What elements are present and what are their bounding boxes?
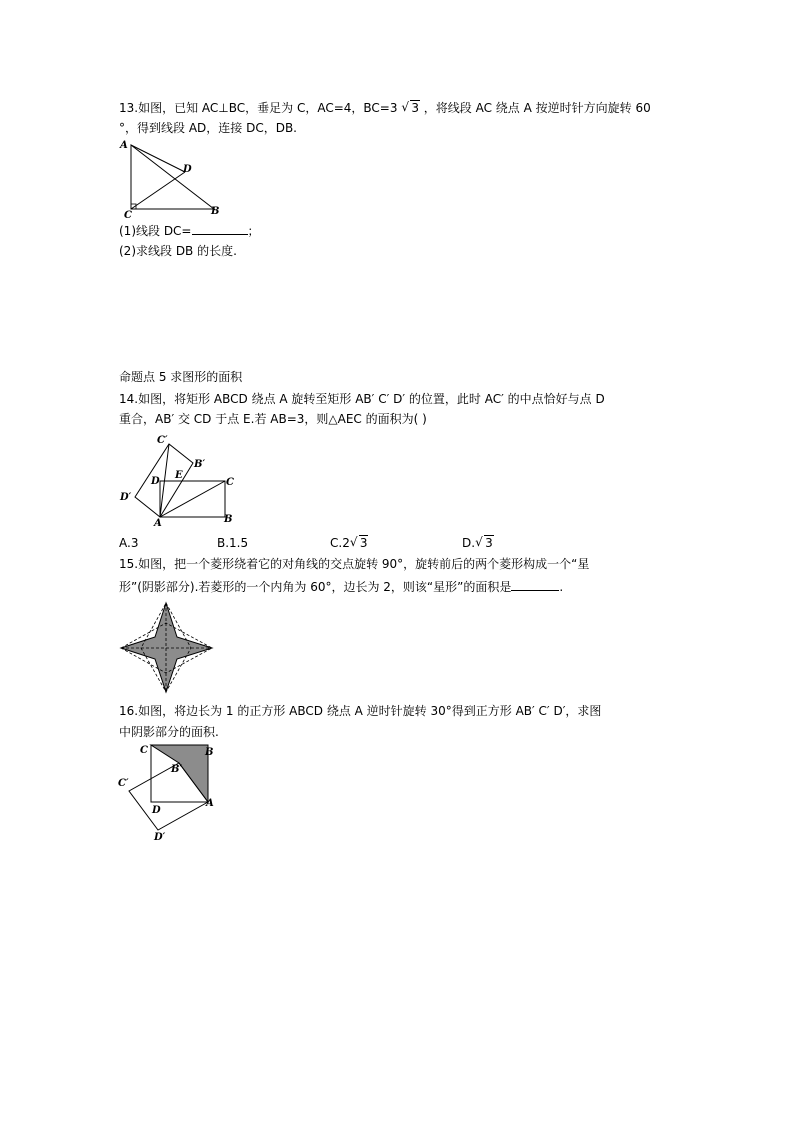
q16-line-2: 中阴影部分的面积. xyxy=(119,725,219,739)
choice-c: C.2√ 3 xyxy=(330,536,368,550)
answer-blank xyxy=(511,578,559,591)
label-D: D xyxy=(152,805,161,816)
label-B: B xyxy=(205,747,214,758)
label-A: A xyxy=(206,798,214,809)
q15-star-figure xyxy=(119,602,215,694)
choice-d: D.√ 3 xyxy=(462,536,494,550)
q16-figure xyxy=(117,741,227,845)
section-heading: 命题点 5 求图形的面积 xyxy=(119,370,243,384)
q15-line-1: 15.如图，把一个菱形绕着它的对角线的交点旋转 90°，旋转前后的两个菱形构成一个“星 xyxy=(119,557,590,571)
label-C1: C′ xyxy=(118,778,129,789)
sqrt-symbol: √ 3 xyxy=(401,100,420,116)
q13-segment-dc xyxy=(131,172,185,209)
label-A: A xyxy=(120,140,128,151)
label-B1: B′ xyxy=(171,764,183,775)
label-D: D xyxy=(183,164,192,175)
label-D1: D′ xyxy=(154,832,166,843)
q14-line-2: 重合，AB′ 交 CD 于点 E.若 AB=3，则△AEC 的面积为( ) xyxy=(119,412,427,426)
sqrt-symbol: √ 3 xyxy=(350,536,369,550)
label-A: A xyxy=(154,518,162,529)
q13-figure xyxy=(119,139,229,221)
label-D: D xyxy=(151,476,160,487)
q16-line-1: 16.如图，将边长为 1 的正方形 ABCD 绕点 A 逆时针旋转 30°得到正方形 AB′ C′ D′，求图 xyxy=(119,704,602,718)
q13-text-b: ，将线段 AC 绕点 A 按逆时针方向旋转 60 xyxy=(423,101,651,115)
q13-part1-text: (1)线段 DC= xyxy=(119,224,192,238)
choice-b: B.1.5 xyxy=(217,536,249,550)
label-C: C xyxy=(226,477,234,488)
q13-part-2: (2)求线段 DB 的长度. xyxy=(119,244,237,258)
q13-line-2: °，得到线段 AD，连接 DC，DB. xyxy=(119,121,297,135)
label-C1: C′ xyxy=(157,435,168,446)
label-C: C xyxy=(124,210,132,221)
label-B: B xyxy=(211,206,220,217)
answer-blank xyxy=(192,222,248,235)
star-shape xyxy=(121,603,212,692)
q13-part1-end: ； xyxy=(247,224,260,238)
label-C: C xyxy=(140,745,148,756)
label-D1: D′ xyxy=(120,492,132,503)
diagonal-ac xyxy=(160,481,225,517)
q15-line2-end: . xyxy=(559,580,564,594)
q13-triangle xyxy=(131,145,214,209)
q15-line-2 xyxy=(119,578,563,595)
q13-line-1 xyxy=(119,100,651,116)
choice-a: A.3 xyxy=(119,536,139,550)
label-B: B xyxy=(224,514,233,525)
label-B1: B′ xyxy=(194,459,206,470)
q14-figure xyxy=(117,433,242,528)
q13-text-a: 13.如图，已知 AC⊥BC，垂足为 C，AC=4，BC=3 xyxy=(119,101,398,115)
q15-line2-text: 形”(阴影部分).若菱形的一个内角为 60°，边长为 2，则该“星形”的面积是 xyxy=(119,580,512,594)
label-E: E xyxy=(175,470,183,481)
q13-part-1 xyxy=(119,222,260,239)
sqrt-symbol: √ 3 xyxy=(475,536,494,550)
q13-segment-ad xyxy=(131,145,185,172)
q14-line-1: 14.如图，将矩形 ABCD 绕点 A 旋转至矩形 AB′ C′ D′ 的位置，此时 AC′ 的中点恰好与点 D xyxy=(119,392,605,406)
